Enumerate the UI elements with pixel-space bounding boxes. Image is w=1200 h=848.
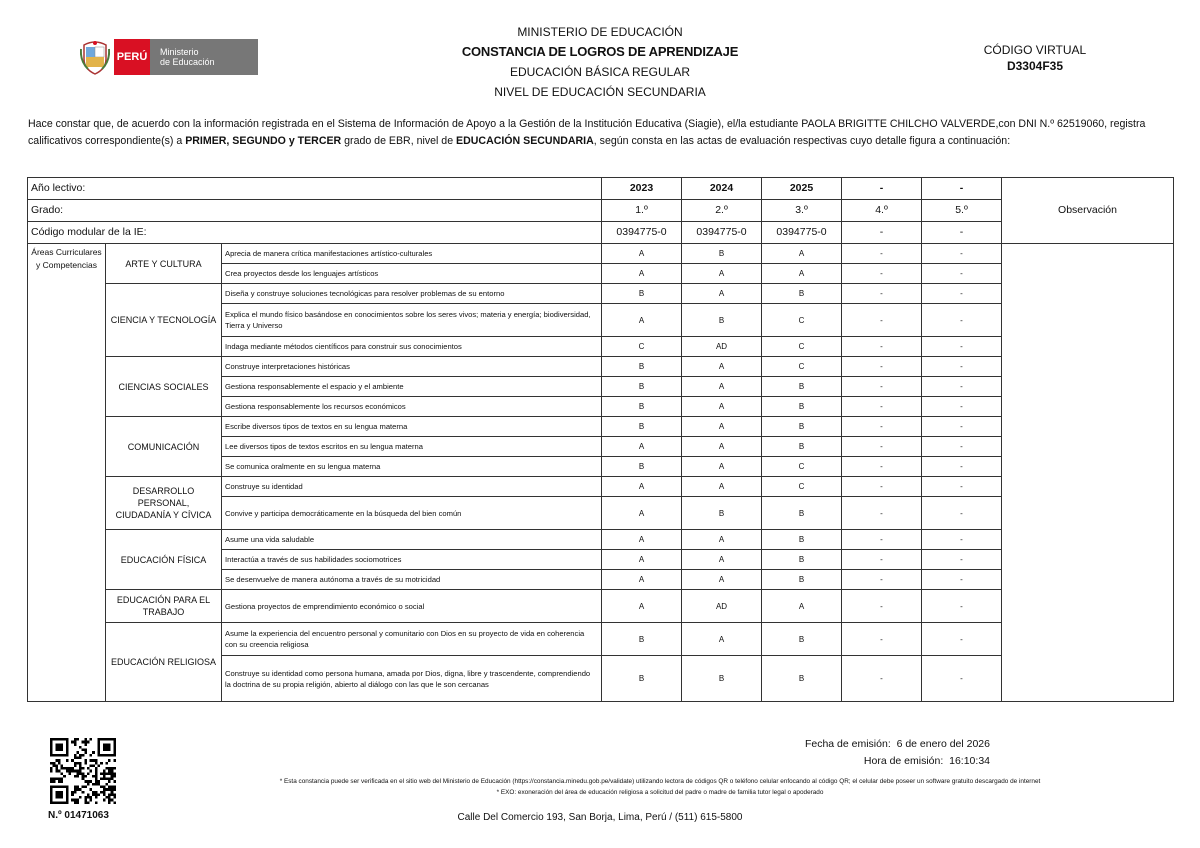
grade-value: B xyxy=(762,550,842,570)
grade-value: - xyxy=(922,477,1002,497)
grade-value: - xyxy=(842,377,922,397)
ministry-name: MINISTERIO DE EDUCACIÓN xyxy=(517,25,683,39)
grade-value: - xyxy=(922,377,1002,397)
competency-name: Indaga mediante métodos científicos para construir sus conocimientos xyxy=(222,337,602,357)
virtual-code-block xyxy=(960,42,1110,74)
grade-value: B xyxy=(762,284,842,304)
grade-value: A xyxy=(682,437,762,457)
grade-value: B xyxy=(762,623,842,656)
grade-value: - xyxy=(922,590,1002,623)
intro-part2: grado de EBR, nivel de xyxy=(341,135,457,147)
grade-value: - xyxy=(922,570,1002,590)
grade-value: B xyxy=(682,656,762,702)
grade-value: B xyxy=(682,497,762,530)
modular-code-label: Código modular de la IE: xyxy=(28,222,602,244)
grade-value: - xyxy=(922,264,1002,284)
grade-value: A xyxy=(762,590,842,623)
competency-name: Convive y participa democráticamente en la búsqueda del bien común xyxy=(222,497,602,530)
grade-value: - xyxy=(842,244,922,264)
grade-value: A xyxy=(602,530,682,550)
grade-value: A xyxy=(602,570,682,590)
area-name: DESARROLLO PERSONAL, CIUDADANÍA Y CÍVICA xyxy=(106,477,222,530)
grade-cell: 5.º xyxy=(922,200,1002,222)
qr-code-icon xyxy=(50,738,116,804)
grade-value: B xyxy=(762,570,842,590)
grade-value: A xyxy=(682,550,762,570)
grade-value: B xyxy=(602,417,682,437)
competency-name: Interactúa a través de sus habilidades sociomotrices xyxy=(222,550,602,570)
grade-value: B xyxy=(602,623,682,656)
competency-name: Asume una vida saludable xyxy=(222,530,602,550)
issue-time-line xyxy=(760,753,990,770)
grade-value: C xyxy=(762,337,842,357)
grade-value: B xyxy=(682,304,762,337)
issue-date-label: Fecha de emisión: xyxy=(804,738,891,750)
area-name: CIENCIA Y TECNOLOGÍA xyxy=(106,284,222,357)
area-name: CIENCIAS SOCIALES xyxy=(106,357,222,417)
intro-part3: , según consta en las actas de evaluación respectivas cuyo detalle figura a continuación: xyxy=(593,135,1011,147)
grade-value: AD xyxy=(682,590,762,623)
grade-value: B xyxy=(762,417,842,437)
competency-name: Crea proyectos desde los lenguajes artísticos xyxy=(222,264,602,284)
grade-cell: 4.º xyxy=(842,200,922,222)
grades-table xyxy=(27,177,1174,702)
grade-value: B xyxy=(762,530,842,550)
area-name: EDUCACIÓN RELIGIOSA xyxy=(106,623,222,702)
ministry-address: Calle Del Comercio 193, San Borja, Lima, Perú / (511) 615-5800 xyxy=(457,812,743,823)
grade-value: - xyxy=(922,550,1002,570)
grade-value: A xyxy=(682,530,762,550)
logo-ministry xyxy=(150,39,258,75)
logo-ministry-line1: Ministerio xyxy=(160,47,199,57)
grade-value: B xyxy=(762,437,842,457)
competency-name: Se desenvuelve de manera autónoma a través de su motricidad xyxy=(222,570,602,590)
competency-name: Gestiona proyectos de emprendimiento económico o social xyxy=(222,590,602,623)
grade-value: - xyxy=(842,550,922,570)
grade-value: - xyxy=(842,590,922,623)
exo-note: * EXO: exoneración del área de educación religiosa a solicitud del padre o madre de familia tutor legal o apoderado xyxy=(496,789,824,796)
issue-time-label: Hora de emisión: xyxy=(863,755,944,767)
modular-code-cell: - xyxy=(922,222,1002,244)
qr-number: N.º 01471063 xyxy=(48,810,109,821)
ministry-logo xyxy=(80,38,262,76)
grade-value: - xyxy=(922,397,1002,417)
subtitle-ebr: EDUCACIÓN BÁSICA REGULAR xyxy=(509,65,691,79)
grade-value: - xyxy=(842,457,922,477)
competency-name: Construye su identidad como persona humana, amada por Dios, digna, libre y trascendente, comprendiendo la doctrina de su propia religión, abierto al diálogo con las que le son cercanas xyxy=(222,656,602,702)
grade-value: C xyxy=(602,337,682,357)
grade-value: - xyxy=(842,570,922,590)
grade-value: - xyxy=(922,530,1002,550)
competency-name: Se comunica oralmente en su lengua materna xyxy=(222,457,602,477)
area-name: ARTE Y CULTURA xyxy=(106,244,222,284)
grade-value: - xyxy=(842,417,922,437)
grade-value: A xyxy=(762,244,842,264)
logo-ministry-line2: de Educación xyxy=(160,57,215,67)
grade-value: - xyxy=(922,337,1002,357)
year-row xyxy=(28,178,1174,200)
modular-code-cell: - xyxy=(842,222,922,244)
intro-grades: PRIMER, SEGUNDO y TERCER xyxy=(185,135,342,147)
year-label: Año lectivo: xyxy=(28,178,602,200)
competency-name: Construye interpretaciones históricas xyxy=(222,357,602,377)
grade-value: B xyxy=(602,457,682,477)
issue-date-line xyxy=(760,736,990,753)
grade-value: - xyxy=(842,497,922,530)
year-cell: - xyxy=(842,178,922,200)
grade-value: - xyxy=(842,437,922,457)
grade-value: B xyxy=(602,377,682,397)
grade-value: - xyxy=(842,477,922,497)
grade-value: B xyxy=(602,397,682,417)
grade-value: C xyxy=(762,477,842,497)
grade-cell: 3.º xyxy=(762,200,842,222)
grade-value: B xyxy=(602,357,682,377)
grade-value: B xyxy=(602,284,682,304)
grade-value: A xyxy=(602,550,682,570)
grade-value: A xyxy=(682,570,762,590)
intro-part1: Hace constar que, de acuerdo con la información registrada en el Sistema de Información de Apoyo a la Gestión de la Institución Educativa (Siagie), el/la estudiante PAOLA BRIGITTE CHILCHO VALVERDE,con DNI N.º 62519060, registra calificativos correspondiente(s) a xyxy=(28,118,1146,147)
intro-paragraph xyxy=(28,116,1178,150)
grade-value: B xyxy=(762,377,842,397)
issue-time: 16:10:34 xyxy=(949,755,990,767)
grade-value: B xyxy=(762,497,842,530)
year-cell: 2023 xyxy=(602,178,682,200)
area-name: EDUCACIÓN PARA EL TRABAJO xyxy=(106,590,222,623)
grade-value: - xyxy=(922,244,1002,264)
competency-name: Construye su identidad xyxy=(222,477,602,497)
grade-value: - xyxy=(922,457,1002,477)
grade-value: - xyxy=(842,656,922,702)
observation-header: Observación xyxy=(1002,178,1174,244)
subtitle-level: NIVEL DE EDUCACIÓN SECUNDARIA xyxy=(494,85,706,99)
grade-value: A xyxy=(682,264,762,284)
areas-label: Áreas Curriculares y Competencias xyxy=(28,244,106,702)
intro-level: EDUCACIÓN SECUNDARIA xyxy=(456,135,594,147)
grade-value: A xyxy=(602,590,682,623)
grade-value: A xyxy=(682,417,762,437)
grade-value: - xyxy=(842,264,922,284)
modular-code-cell: 0394775-0 xyxy=(762,222,842,244)
grade-value: C xyxy=(762,357,842,377)
grade-value: - xyxy=(922,304,1002,337)
grade-cell: 2.º xyxy=(682,200,762,222)
peru-coat-of-arms-icon xyxy=(80,39,110,75)
grade-value: A xyxy=(682,457,762,477)
grade-cell: 1.º xyxy=(602,200,682,222)
grade-value: B xyxy=(602,656,682,702)
grade-value: A xyxy=(602,477,682,497)
issue-date: 6 de enero del 2026 xyxy=(896,738,990,750)
virtual-code-label: CÓDIGO VIRTUAL xyxy=(983,43,1087,57)
grade-value: A xyxy=(602,497,682,530)
grade-value: - xyxy=(922,357,1002,377)
virtual-code: D3304F35 xyxy=(1006,59,1064,73)
grade-value: - xyxy=(842,623,922,656)
grade-value: - xyxy=(842,284,922,304)
page-title: CONSTANCIA DE LOGROS DE APRENDIZAJE xyxy=(461,44,739,59)
grade-value: B xyxy=(762,397,842,417)
grade-value: - xyxy=(842,530,922,550)
grade-value: A xyxy=(682,357,762,377)
grade-value: - xyxy=(842,357,922,377)
year-cell: 2024 xyxy=(682,178,762,200)
grade-value: AD xyxy=(682,337,762,357)
area-name: EDUCACIÓN FÍSICA xyxy=(106,530,222,590)
competency-name: Explica el mundo físico basándose en conocimientos sobre los seres vivos; materia y energía; biodiversidad, Tierra y Universo xyxy=(222,304,602,337)
grade-value: A xyxy=(602,304,682,337)
grade-value: - xyxy=(922,284,1002,304)
competency-name: Diseña y construye soluciones tecnológicas para resolver problemas de su entorno xyxy=(222,284,602,304)
logo-country: PERÚ xyxy=(114,39,150,75)
competency-row xyxy=(28,244,1174,264)
grade-value: A xyxy=(682,397,762,417)
modular-code-cell: 0394775-0 xyxy=(682,222,762,244)
grade-value: B xyxy=(762,656,842,702)
grade-value: - xyxy=(842,397,922,417)
observation-cell xyxy=(1002,244,1174,702)
grade-value: - xyxy=(842,337,922,357)
grade-value: A xyxy=(602,244,682,264)
grade-value: C xyxy=(762,304,842,337)
grade-value: B xyxy=(682,244,762,264)
competency-name: Aprecia de manera crítica manifestaciones artístico-culturales xyxy=(222,244,602,264)
grade-value: A xyxy=(682,477,762,497)
grade-value: A xyxy=(682,377,762,397)
grade-value: A xyxy=(682,284,762,304)
grade-value: - xyxy=(842,304,922,337)
year-cell: - xyxy=(922,178,1002,200)
grade-label: Grado: xyxy=(28,200,602,222)
competency-name: Gestiona responsablemente el espacio y el ambiente xyxy=(222,377,602,397)
document-header xyxy=(400,22,800,102)
competency-name: Asume la experiencia del encuentro personal y comunitario con Dios en su proyecto de vida en coherencia con su creencia religiosa xyxy=(222,623,602,656)
grade-value: A xyxy=(762,264,842,284)
issue-info xyxy=(760,736,990,770)
modular-code-cell: 0394775-0 xyxy=(602,222,682,244)
grade-value: A xyxy=(682,623,762,656)
grade-value: - xyxy=(922,417,1002,437)
year-cell: 2025 xyxy=(762,178,842,200)
area-name: COMUNICACIÓN xyxy=(106,417,222,477)
footer-notes xyxy=(180,776,1140,798)
competency-name: Escribe diversos tipos de textos en su lengua materna xyxy=(222,417,602,437)
grade-value: A xyxy=(602,264,682,284)
grade-value: - xyxy=(922,437,1002,457)
grade-value: A xyxy=(602,437,682,457)
grade-value: - xyxy=(922,656,1002,702)
verification-note: * Esta constancia puede ser verificada en el sitio web del Ministerio de Educación (https://constancia.minedu.gob.pe/validate) utilizando lectora de códigos QR o teléfono celular enfocando al código QR; el celular debe poseer un software gratuito descargado de internet xyxy=(279,778,1041,785)
grade-value: - xyxy=(922,623,1002,656)
competency-name: Gestiona responsablemente los recursos económicos xyxy=(222,397,602,417)
competency-name: Lee diversos tipos de textos escritos en su lengua materna xyxy=(222,437,602,457)
grade-value: - xyxy=(922,497,1002,530)
grade-value: C xyxy=(762,457,842,477)
